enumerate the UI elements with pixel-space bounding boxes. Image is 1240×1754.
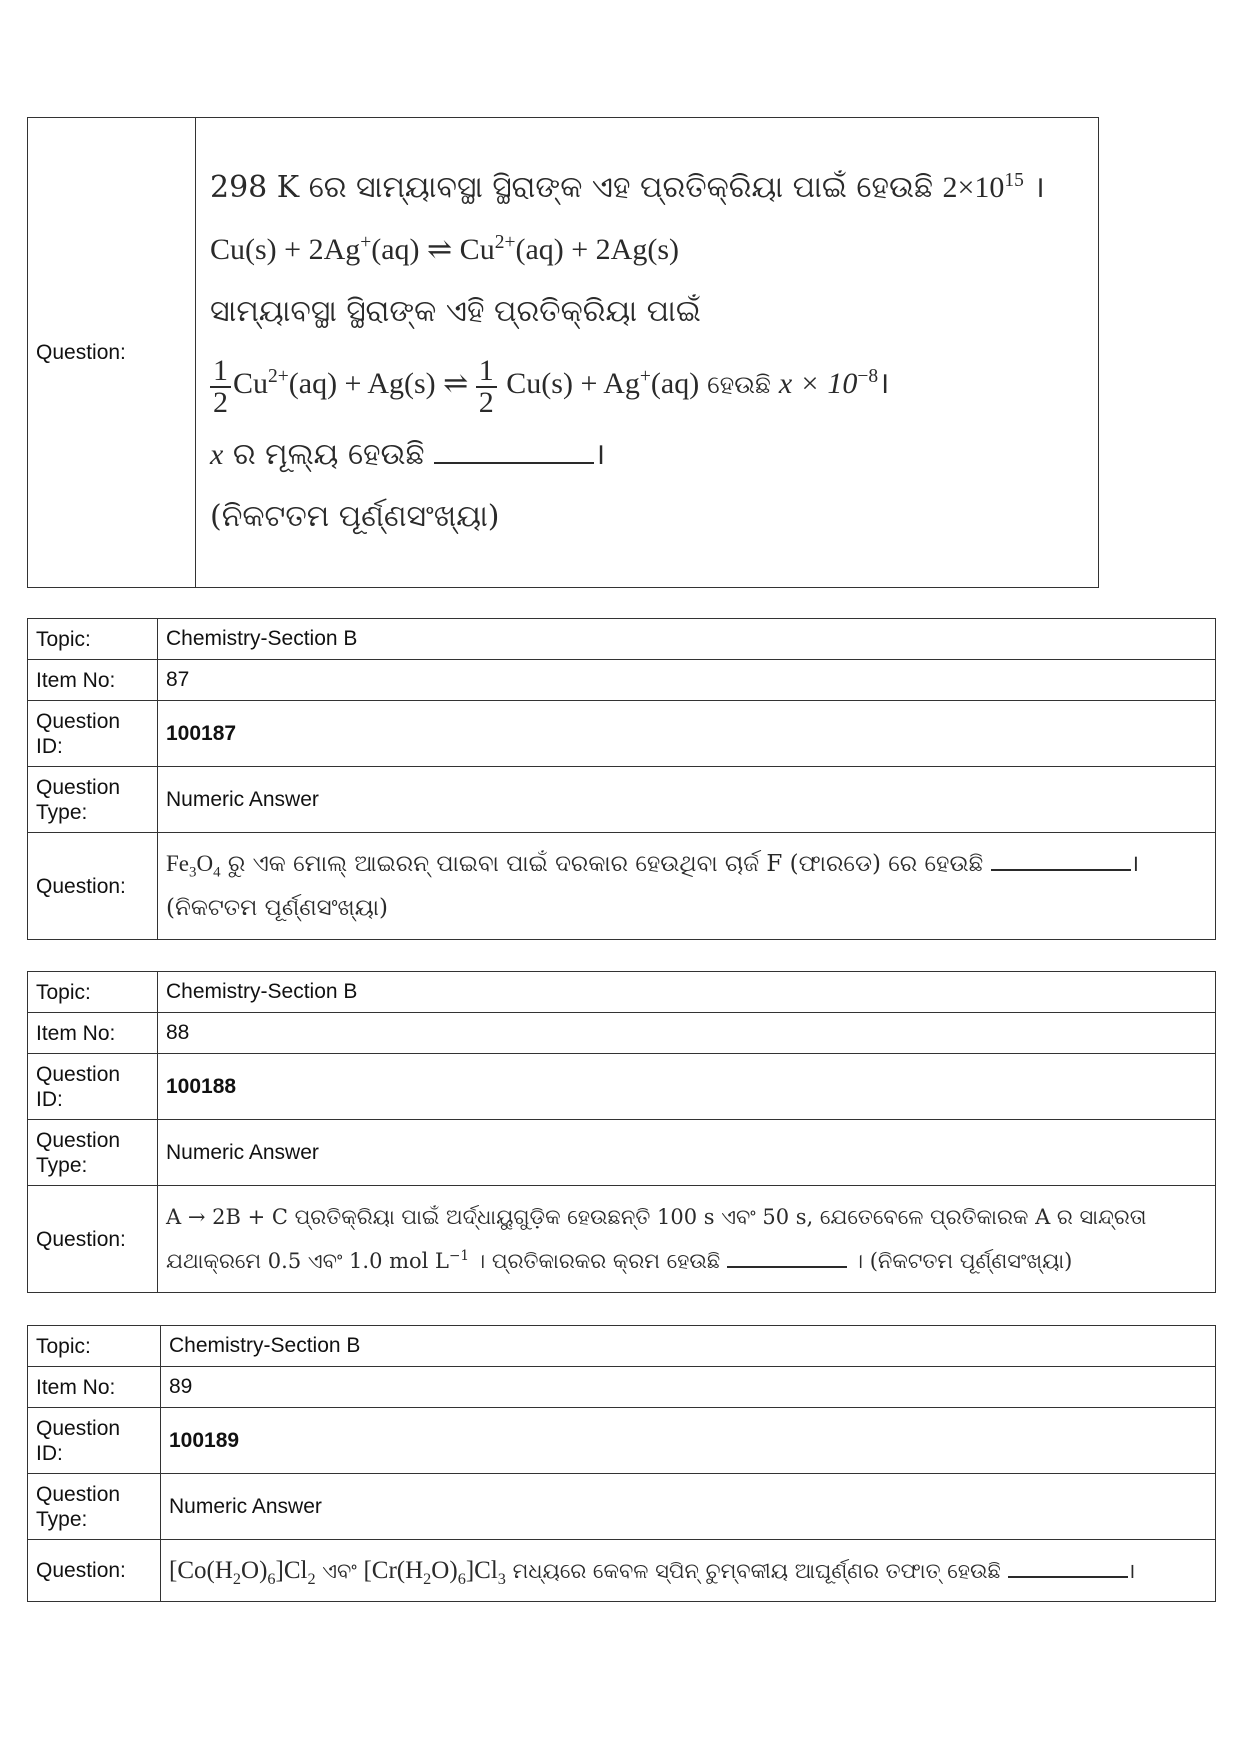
topic-label: Topic:: [28, 1326, 161, 1367]
item-no-value: 88: [158, 1013, 1216, 1054]
item-no-label: Item No:: [28, 1367, 161, 1408]
question-type-value: Numeric Answer: [161, 1474, 1216, 1540]
question-89-text: $[Co(H_2O)_6]Cl_2$ ଏବଂ $[Cr(H_2O)_6]Cl_3$ ମଧ୍ୟରେ କେବଳ ସ୍ପିନ୍ ଚୁମ୍ବକୀୟ ଆଘୂର୍ଣ୍ଣର ତଫାତ୍ ହେଉଛି ।: [161, 1540, 1216, 1602]
question-type-value: Numeric Answer: [158, 1120, 1216, 1186]
question-86-line6: (ନିକଟତମ ପୂର୍ଣ୍ଣସଂଖ୍ୟା): [210, 498, 500, 534]
question-86-line5: x ର ମୂଲ୍ୟ ହେଉଛି ।: [210, 436, 606, 472]
question-87-table: [27, 618, 1216, 940]
question-86-table: [27, 117, 1099, 588]
answer-blank: [991, 868, 1131, 871]
answer-blank: [727, 1265, 847, 1268]
question-87-text: $Fe_3O_4$ ରୁ ଏକ ମୋଲ୍ ଆଇରନ୍ ପାଇବା ପାଇଁ ଦରକାର ହେଉଥିବା ଚାର୍ଜ F (ଫାରଡେ) ରେ ହେଉଛି । (ନିକଟତମ ପୂର୍ଣ୍ଣସଂଖ୍ୟା): [158, 833, 1216, 940]
question-88-table: [27, 971, 1216, 1293]
topic-label: Topic:: [28, 619, 158, 660]
question-id-value: 100187: [158, 701, 1216, 767]
question-86-reaction1: Cu(s) + 2Ag+(aq) ⇌ $Cu^{2+}(aq) + 2Ag(s)$: [210, 232, 679, 267]
question-type-value: Numeric Answer: [158, 767, 1216, 833]
question-88-text: A → 2B + C ପ୍ରତିକ୍ରିୟା ପାଇଁ ଅର୍ଦ୍ଧାୟୁଗୁଡ଼ିକ ହେଉଛନ୍ତି 100 s ଏବଂ 50 s, ଯେତେବେଳେ ପ୍ରତିକାରକ A ର ସାନ୍ଦ୍ରତା ଯଥାକ୍ରମେ 0.5 ଏବଂ 1.0 mol $L^{-1}$ । ପ୍ରତିକାରକର କ୍ରମ ହେଉଛି । (ନିକଟତମ ପୂର୍ଣ୍ଣସଂଖ୍ୟା): [158, 1186, 1216, 1293]
topic-value: Chemistry-Section B: [158, 972, 1216, 1013]
fraction-half: $\frac{1}{2}$: [210, 356, 231, 418]
question-86-reaction2: $\frac{1}{2}$ $Cu^{2+}(aq) + Ag(s)$ ⇌ $\frac{1}{2}$ Cu(s) + Ag+(aq) ହେଉଛି $x \times 10^{-8}।$: [210, 353, 1090, 417]
question-type-label: Question Type:: [28, 1474, 161, 1540]
question-type-label: Question Type:: [28, 767, 158, 833]
question-id-label: Question ID:: [28, 701, 158, 767]
answer-blank: [434, 461, 594, 464]
question-label: Question:: [28, 1540, 161, 1602]
item-no-label: Item No:: [28, 1013, 158, 1054]
question-id-value: 100189: [161, 1408, 1216, 1474]
question-type-label: Question Type:: [28, 1120, 158, 1186]
question-86-text: [196, 118, 1099, 588]
topic-value: Chemistry-Section B: [161, 1326, 1216, 1367]
question-label: Question:: [28, 833, 158, 940]
question-86-line3: ସାମ୍ୟାବସ୍ଥା ସ୍ଥିରାଙ୍କ ଏହି ପ୍ରତିକ୍ରିୟା ପାଇଁ: [210, 294, 701, 330]
fraction-half: $\frac{1}{2}$: [476, 356, 497, 418]
question-86-line1: 298 K ରେ ସାମ୍ୟାବସ୍ଥା ସ୍ଥିରାଙ୍କ ଏହ ପ୍ରତିକ୍ରିୟା ପାଇଁ ହେଉଛି $2\times 10^{15}$ ।: [210, 170, 1045, 206]
topic-value: Chemistry-Section B: [158, 619, 1216, 660]
question-id-value: 100188: [158, 1054, 1216, 1120]
question-89-table: [27, 1325, 1216, 1602]
answer-blank: [1008, 1575, 1128, 1578]
question-id-label: Question ID:: [28, 1054, 158, 1120]
item-no-value: 89: [161, 1367, 1216, 1408]
question-id-label: Question ID:: [28, 1408, 161, 1474]
topic-label: Topic:: [28, 972, 158, 1013]
question-label: Question:: [28, 118, 196, 588]
item-no-label: Item No:: [28, 660, 158, 701]
question-label: Question:: [28, 1186, 158, 1293]
item-no-value: 87: [158, 660, 1216, 701]
